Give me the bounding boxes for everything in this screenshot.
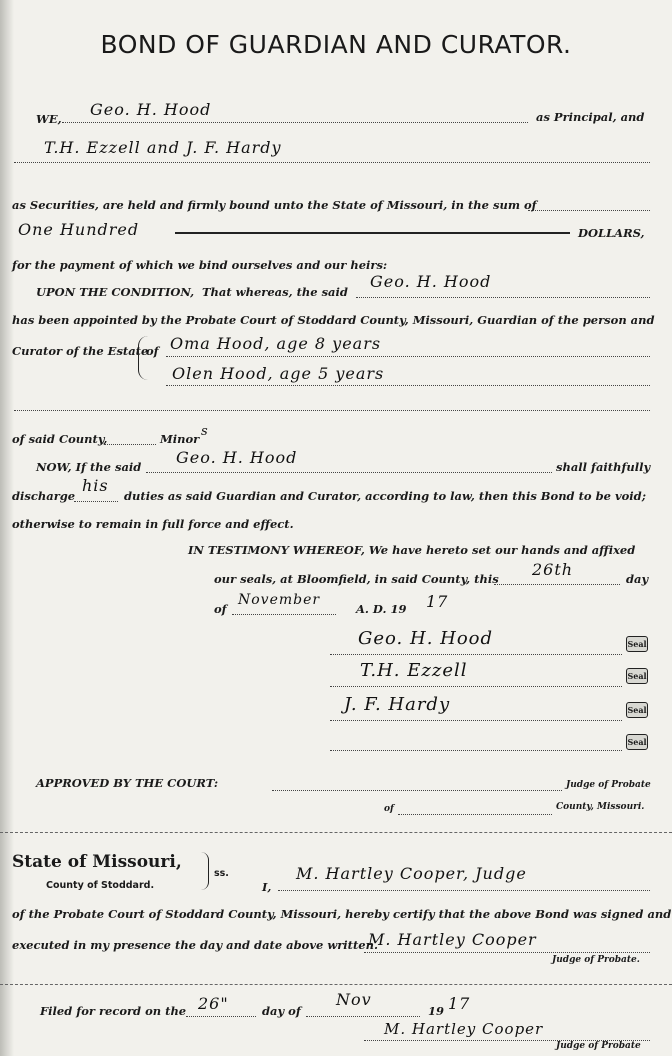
of-label: of	[146, 344, 159, 358]
document-title: BOND OF GUARDIAN AND CURATOR.	[100, 30, 572, 59]
minor-label: Minor	[160, 432, 200, 446]
condition-name: Geo. H. Hood	[370, 272, 492, 291]
approved-label: APPROVED BY THE COURT:	[36, 776, 219, 790]
filed-year: 17	[448, 994, 471, 1013]
seal-3: Seal	[626, 702, 648, 718]
judge-name-rule	[278, 890, 650, 891]
we-label: WE,	[36, 112, 62, 126]
section-separator-1	[0, 832, 672, 833]
minor-rule-2	[166, 385, 650, 386]
certify-text: of the Probate Court of Stoddard County, Missouri, hereby certify that the above Bond was signed and	[12, 907, 672, 921]
discharge-text: discharge	[12, 489, 76, 503]
seal-1: Seal	[626, 636, 648, 652]
seal-2: Seal	[626, 668, 648, 684]
now-text: NOW, If the said	[36, 460, 142, 474]
shall-faithfully: shall faithfully	[556, 460, 651, 474]
day-rule	[494, 584, 620, 585]
curator-text: Curator of the Estate	[12, 344, 149, 358]
principal-rule	[62, 122, 528, 123]
securities-names: T.H. Ezzell and J. F. Hardy	[44, 138, 282, 157]
seals-text: our seals, at Bloomfield, in said County, this	[214, 572, 499, 586]
judge-name-handwritten: M. Hartley Cooper, Judge	[296, 864, 527, 883]
now-rule	[146, 472, 552, 473]
ad-text: A. D. 19	[356, 602, 407, 616]
minor-bracket	[138, 336, 149, 380]
condition-text: That whereas, the said	[202, 285, 348, 299]
approved-rule	[272, 790, 562, 791]
principal-name: Geo. H. Hood	[90, 100, 212, 119]
signature-rule-1	[330, 654, 622, 655]
day-label: day	[626, 572, 649, 586]
minor-name-2: Olen Hood, age 5 years	[172, 364, 385, 383]
signature-3: J. F. Hardy	[344, 694, 451, 715]
minor-rule-1	[166, 356, 650, 357]
month-rule	[232, 614, 336, 615]
judge-of-probate-cert: Judge of Probate.	[552, 955, 640, 965]
year-suffix: 17	[426, 592, 449, 611]
now-name: Geo. H. Hood	[176, 448, 298, 467]
appointed-text: has been appointed by the Probate Court of Stoddard County, Missouri, Guardian of the person and	[12, 313, 655, 327]
executed-text: executed in my presence the day and date above written.	[12, 938, 378, 952]
otherwise-text: otherwise to remain in full force and effect.	[12, 517, 294, 531]
minor-name-1: Oma Hood, age 8 years	[170, 334, 382, 353]
of-county-label: of	[384, 804, 394, 814]
county-approval-rule	[398, 814, 552, 815]
securities-rule	[14, 162, 650, 163]
of-month-label: of	[214, 602, 227, 616]
signature-rule-3	[330, 720, 622, 721]
county-of-stoddard: County of Stoddard.	[46, 880, 155, 891]
duties-text: duties as said Guardian and Curator, according to law, then this Bond to be void;	[124, 489, 646, 503]
filed-month: Nov	[336, 990, 372, 1009]
sum-rule-top	[528, 210, 650, 211]
state-bracket	[200, 852, 209, 890]
his-rule	[74, 501, 118, 502]
signature-rule-2	[330, 686, 622, 687]
filed-text: Filed for record on the	[40, 1004, 187, 1018]
sum-words: One Hundred	[18, 220, 140, 239]
signature-rule-4	[330, 750, 622, 751]
day-value: 26th	[532, 560, 574, 579]
minor-rule-3	[14, 410, 650, 411]
dollars-label: DOLLARS,	[578, 226, 645, 240]
filed-day-label: day of	[262, 1004, 301, 1018]
as-principal-label: as Principal, and	[536, 110, 645, 124]
signature-2: T.H. Ezzell	[360, 660, 468, 681]
month-value: November	[238, 592, 321, 608]
filed-day-rule	[186, 1016, 256, 1017]
minor-suffix: s	[201, 424, 209, 439]
filed-month-rule	[306, 1016, 420, 1017]
state-of-missouri: State of Missouri,	[12, 852, 182, 872]
filed-year-prefix: 19	[428, 1004, 445, 1018]
judge-signature-rule	[364, 952, 650, 953]
ss-label: ss.	[214, 868, 229, 879]
payment-text: for the payment of which we bind ourselves and our heirs:	[12, 258, 388, 272]
signature-1: Geo. H. Hood	[358, 628, 494, 649]
testimony-text: IN TESTIMONY WHEREOF, We have hereto set our hands and affixed	[188, 543, 636, 557]
county-rule	[104, 444, 156, 445]
seal-4: Seal	[626, 734, 648, 750]
i-label: I,	[262, 880, 272, 894]
filed-day: 26"	[198, 994, 229, 1013]
condition-label: UPON THE CONDITION,	[36, 285, 195, 299]
condition-rule	[356, 297, 650, 298]
judge-signature: M. Hartley Cooper	[368, 930, 537, 949]
county-text: of said County,	[12, 432, 108, 446]
securities-text: as Securities, are held and firmly bound unto the State of Missouri, in the sum of	[12, 198, 537, 212]
county-missouri-label: County, Missouri.	[556, 802, 645, 812]
his-handwritten: his	[82, 476, 109, 495]
section-separator-2	[0, 984, 672, 985]
sum-line	[175, 232, 570, 234]
filed-judge-label: Judge of Probate	[556, 1041, 641, 1051]
filed-signature: M. Hartley Cooper	[384, 1020, 544, 1038]
judge-of-probate-label: Judge of Probate	[566, 780, 651, 790]
